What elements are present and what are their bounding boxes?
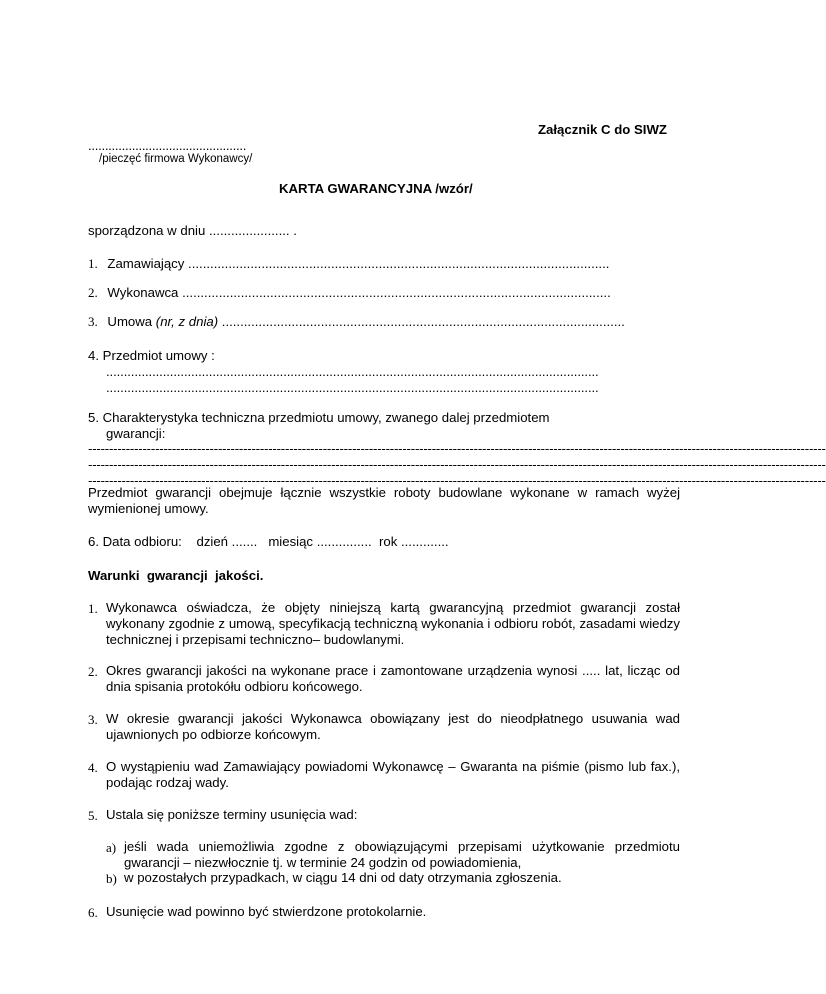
acceptance-date-line: 6. Data odbioru: dzień ....... miesiąc ............... rok ............. <box>88 534 449 549</box>
condition-text: Okres gwarancji jakości na wykonane prace i zamontowane urządzenia wynosi ..... lat, licząc od dnia spisania protokółu odbioru końcowego. <box>106 663 680 694</box>
annex-label: Załącznik C do SIWZ <box>538 122 667 137</box>
dash-line: -------------------------------------------------------------------------------------------------------------------------------------------------------------------------------- <box>88 441 826 456</box>
condition-number: 5. <box>88 808 98 823</box>
condition-number: 4. <box>88 760 98 775</box>
party-dots: ..................................................................................................................... <box>182 285 611 300</box>
dash-line: -------------------------------------------------------------------------------------------------------------------------------------------------------------------------------- <box>88 457 826 472</box>
characteristics-label-cont: gwarancji: <box>106 426 166 441</box>
subject-label: 4. Przedmiot umowy : <box>88 348 215 363</box>
subject-dots-line: ........................................................................................................................................... <box>106 364 599 379</box>
subject-dots-line: ........................................................................................................................................... <box>106 380 599 395</box>
term-text: w pozostałych przypadkach, w ciągu 14 dni od daty otrzymania zgłoszenia. <box>124 870 562 885</box>
party-row-contract <box>88 314 625 330</box>
party-number: 3. <box>88 314 98 329</box>
party-number: 2. <box>88 285 98 300</box>
condition-text: Wykonawca oświadcza, że objęty niniejszą kartą gwarancyjną przedmiot gwarancji został wykonany zgodnie z umową, specyfikacją techniczną wykonania i odbioru robót, zasadami wiedzy technicznej i przepisami techniczno– budowlanymi. <box>106 600 680 647</box>
party-label: Wykonawca <box>107 285 179 300</box>
party-row-ordering <box>88 256 609 272</box>
party-row-contractor <box>88 285 611 301</box>
condition-text: Usunięcie wad powinno być stwierdzone protokolarnie. <box>106 904 427 919</box>
term-letter: b) <box>106 871 117 886</box>
party-dots: .............................................................................................................. <box>221 314 625 329</box>
term-text: jeśli wada uniemożliwia zgodne z obowiązującymi przepisami użytkowanie przedmiotu gwarancji – niezwłocznie tj. w terminie 24 godzin od powiadomienia, <box>124 839 680 870</box>
condition-number: 1. <box>88 601 98 616</box>
characteristics-label: 5. Charakterystyka techniczna przedmiotu umowy, zwanego dalej przedmiotem <box>88 410 550 425</box>
party-label: Zamawiający <box>107 256 185 271</box>
term-letter: a) <box>106 840 117 855</box>
condition-text: W okresie gwarancji jakości Wykonawca obowiązany jest do nieodpłatnego usuwania wad ujawnionych po odbiorze końcowym. <box>106 711 680 742</box>
condition-text: Ustala się poniższe terminy usunięcia wad: <box>106 807 358 822</box>
dash-line: -------------------------------------------------------------------------------------------------------------------------------------------------------------------------------- <box>88 473 826 488</box>
stamp-dots: ............................................... <box>88 138 247 153</box>
party-number: 1. <box>88 256 98 271</box>
party-label-italic: (nr, z dnia) <box>155 314 219 329</box>
party-dots: ................................................................................................................... <box>188 256 610 271</box>
condition-number: 3. <box>88 712 98 727</box>
prepared-date-line: sporządzona w dniu ...................... . <box>88 223 297 238</box>
condition-text: O wystąpieniu wad Zamawiający powiadomi Wykonawcę – Gwaranta na piśmie (pismo lub fax.), podając rodzaj wady. <box>106 759 680 790</box>
condition-number: 6. <box>88 905 98 920</box>
condition-number: 2. <box>88 664 98 679</box>
stamp-label: /pieczęć firmowa Wykonawcy/ <box>99 153 253 165</box>
party-label: Umowa <box>107 314 156 329</box>
scope-paragraph: Przedmiot gwarancji obejmuje łącznie wszystkie roboty budowlane wykonane w ramach wyżej wymienionej umowy. <box>88 485 680 516</box>
document-title: KARTA GWARANCYJNA /wzór/ <box>279 181 473 196</box>
conditions-heading: Warunki gwarancji jakości. <box>88 568 264 583</box>
